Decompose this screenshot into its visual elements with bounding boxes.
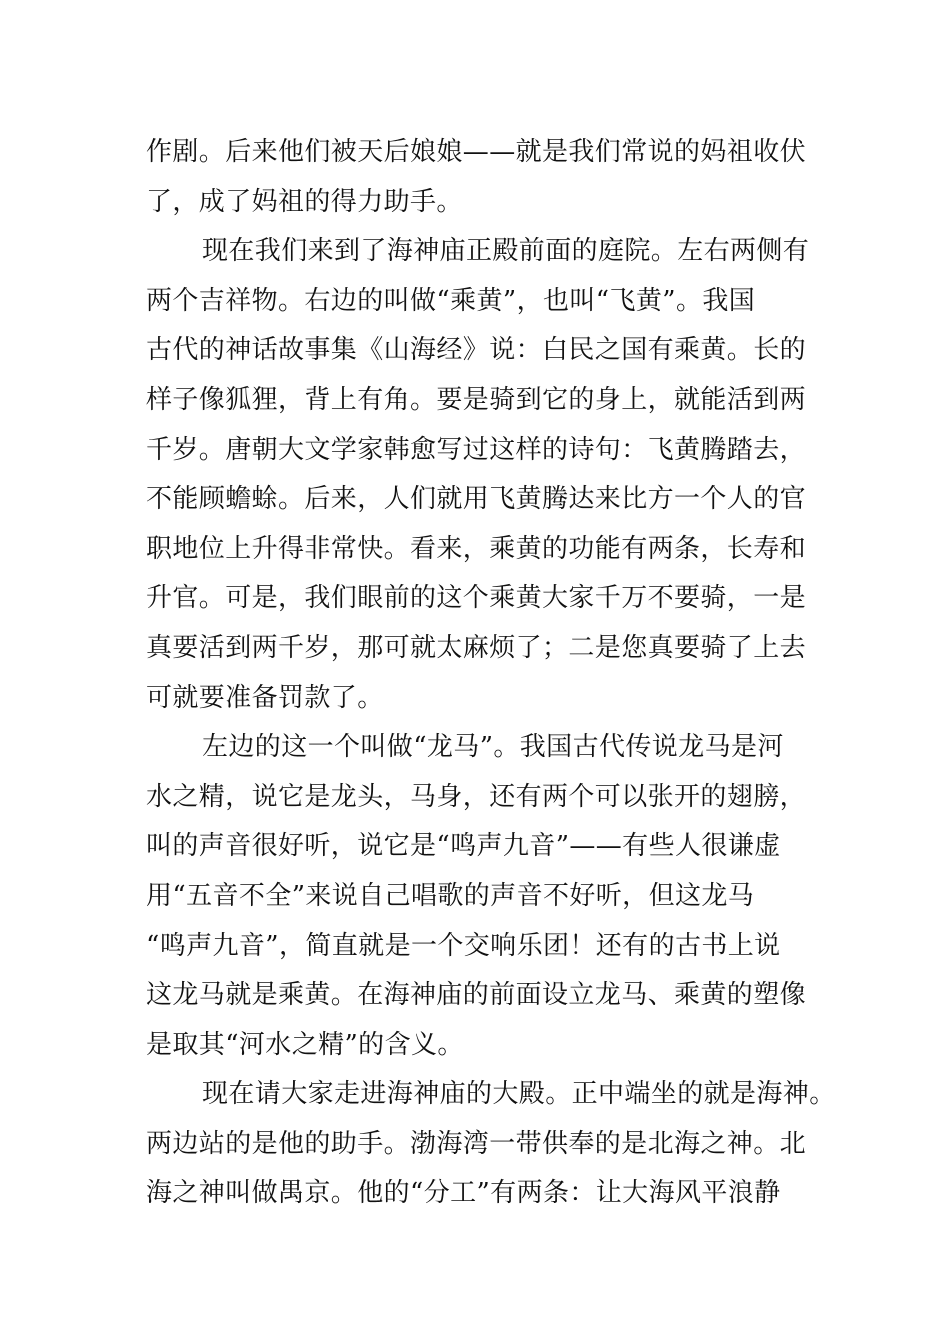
text-line-3: 现在我们来到了海神庙正殿前面的庭院。左右两侧有 <box>202 236 810 267</box>
text-line-16: 用“五音不全”来说自己唱歌的声音不好听，但这龙马 <box>146 880 755 911</box>
text-line-15: 叫的声音很好听，说它是“鸣声九音”——有些人很谦虚 <box>146 831 781 862</box>
text-line-2: 了，成了妈祖的得力助手。 <box>146 186 463 217</box>
text-line-21: 两边站的是他的助手。渤海湾一带供奉的是北海之神。北 <box>146 1128 807 1159</box>
text-line-10: 升官。可是，我们眼前的这个乘黄大家千万不要骑，一是 <box>146 583 807 614</box>
text-line-6: 样子像狐狸，背上有角。要是骑到它的身上，就能活到两 <box>146 384 807 415</box>
text-line-14: 水之精，说它是龙头，马身，还有两个可以张开的翅膀， <box>146 781 807 812</box>
text-line-18: 这龙马就是乘黄。在海神庙的前面设立龙马、乘黄的塑像 <box>146 980 807 1011</box>
text-line-9: 职地位上升得非常快。看来，乘黄的功能有两条，长寿和 <box>146 533 807 564</box>
text-line-17: “鸣声九音”，简直就是一个交响乐团！还有的古书上说 <box>146 930 781 961</box>
text-line-19: 是取其“河水之精”的含义。 <box>146 1029 464 1060</box>
text-line-12: 可就要准备罚款了。 <box>146 682 384 713</box>
text-line-22: 海之神叫做禺京。他的“分工”有两条：让大海风平浪静 <box>146 1178 781 1209</box>
text-line-7: 千岁。唐朝大文学家韩愈写过这样的诗句：飞黄腾踏去， <box>146 434 807 465</box>
text-line-5: 古代的神话故事集《山海经》说：白民之国有乘黄。长的 <box>146 335 807 366</box>
text-line-4: 两个吉祥物。右边的叫做“乘黄”，也叫“飞黄”。我国 <box>146 285 756 316</box>
text-line-13: 左边的这一个叫做“龙马”。我国古代传说龙马是河 <box>202 732 784 763</box>
text-line-1: 作剧。后来他们被天后娘娘——就是我们常说的妈祖收伏 <box>146 137 807 167</box>
text-line-8: 不能顾蟾蜍。后来，人们就用飞黄腾达来比方一个人的官 <box>146 484 807 515</box>
body-text <box>146 128 836 1219</box>
text-line-20: 现在请大家走进海神庙的大殿。正中端坐的就是海神。 <box>202 1079 836 1110</box>
text-line-11: 真要活到两千岁，那可就太麻烦了；二是您真要骑了上去 <box>146 632 807 663</box>
